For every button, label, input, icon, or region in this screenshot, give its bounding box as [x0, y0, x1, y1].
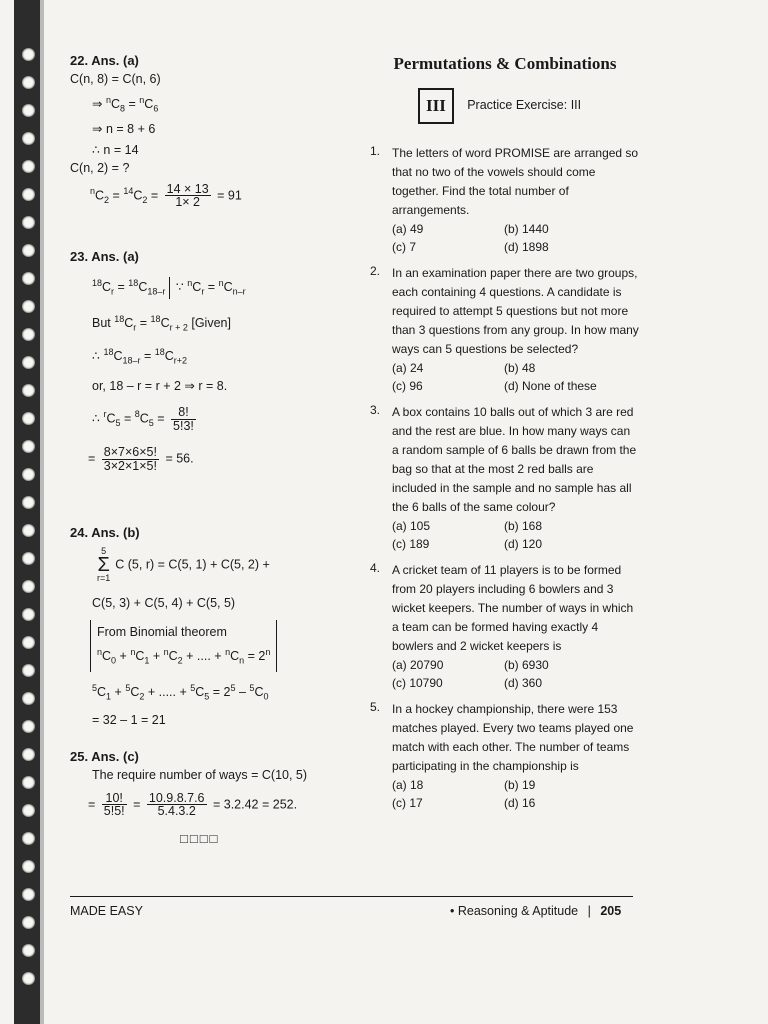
question-3	[370, 403, 640, 553]
math-line: = $\frac{10!}{5!5!}$ = $\frac{10.9.8.7.6}{5.4.3.2}$ = 3.2.42 = 252.	[88, 790, 298, 818]
math-line: C(n, 2) = ?	[70, 161, 130, 176]
bullet-icon: •	[450, 904, 455, 918]
option-d: (d) 16	[504, 796, 536, 810]
math-line: ∴ $^{18}C_{18-r} = ^{18}C_{r+2}$	[92, 347, 188, 366]
option-c: (c) 10790	[392, 676, 443, 690]
math-line: ⇒ $^nC_8 = ^nC_6$	[92, 94, 159, 114]
math-line: ∴ n = 14	[92, 142, 139, 157]
math-line: But $^{18}C_r = ^{18}C_{r + 2}$ [Given]	[92, 313, 231, 333]
option-a: (a) 105	[392, 519, 431, 533]
answer-22	[70, 54, 242, 209]
math-line: C(5, 3) + C(5, 4) + C(5, 5)	[92, 596, 236, 610]
option-d: (d) 120	[504, 537, 543, 551]
answer-24	[70, 526, 277, 726]
option-c: (c) 7	[392, 240, 416, 254]
question-number: 4.	[370, 561, 381, 575]
option-c: (c) 189	[392, 537, 430, 551]
options	[392, 776, 640, 812]
options	[392, 220, 640, 256]
options	[392, 517, 640, 553]
publisher-name: MADE EASY	[70, 904, 143, 918]
option-d: (d) 360	[504, 676, 543, 690]
question-number: 5.	[370, 700, 381, 714]
chapter-title: Permutations & Combinations	[393, 54, 617, 73]
question-5	[370, 700, 640, 812]
math-line: C(n, 8) = C(n, 6)	[70, 72, 161, 86]
question-text: In a hockey championship, there were 153 matches played. Every two teams played one match with each other. The number of teams participating in the championship is	[392, 702, 634, 773]
question-4	[370, 561, 640, 692]
answer-heading: 25. Ans. (c)	[70, 749, 139, 764]
option-b: (b) 48	[504, 361, 536, 375]
option-d: (d) None of these	[504, 379, 597, 393]
page-number: 205	[600, 904, 622, 918]
math-line: = 32 – 1 = 21	[92, 712, 166, 727]
question-text: In an examination paper there are two groups, each containing 4 questions. A candidate is required to attempt 5 questions but not more than 3 questions from any group. In how many ways can 5 questions be selected?	[392, 266, 639, 356]
answer-heading: 22. Ans. (a)	[70, 53, 139, 68]
answer-25	[70, 750, 307, 845]
question-text: A cricket team of 11 players is to be formed from 20 players including 6 bowlers and 3 wicket keepers. The number of ways in which a team can be formed having exactly 4 bowlers and 2 wicket keepers is	[392, 563, 634, 653]
math-line: = $\frac{8\times 7\times 6\times 5!}{3\times 2\times 1\times 5!}$ = 56.	[88, 445, 194, 473]
exercise-badge: III	[418, 88, 454, 124]
option-c: (c) 17	[392, 796, 423, 810]
option-a: (a) 18	[392, 778, 424, 792]
question-text: A box contains 10 balls out of which 3 are red and the rest are blue. In how many ways can a random sample of 6 balls be drawn from the bag so that at the most 2 red balls are included in the sample and no sample has all the 6 balls of the same colour?	[392, 405, 637, 514]
exercise-subtitle: Practice Exercise: III	[467, 98, 582, 113]
option-d: (d) 1898	[504, 240, 549, 254]
option-c: (c) 96	[392, 379, 423, 393]
option-b: (b) 6930	[504, 658, 549, 672]
option-b: (b) 19	[504, 778, 536, 792]
subject-name: Reasoning & Aptitude	[457, 904, 579, 918]
math-line: The require number of ways = C(10, 5)	[92, 768, 308, 782]
options	[392, 656, 640, 692]
question-1	[370, 144, 640, 256]
math-line: $^{18}C_r = ^{18}C_{18-r}$ ∵ $^nC_r = ^nC_{n-r}$	[92, 277, 252, 299]
footer-info	[450, 904, 621, 918]
question-number: 3.	[370, 403, 381, 417]
binomial-theorem-box: From Binomial theorem $^nC_0 + ^nC_1 + ^nC_2$ + .... + $^nC_n = 2^n$	[90, 620, 277, 673]
footer-separator: |	[587, 904, 591, 918]
math-line: $^nC_2 = ^{14}C_2$ = $\frac{14 \times 13}{1\times 2}$ = 91	[90, 181, 242, 210]
question-number: 1.	[370, 144, 381, 158]
option-a: (a) 20790	[392, 658, 444, 672]
exercise-column	[370, 50, 640, 812]
answer-23	[70, 250, 252, 472]
option-a: (a) 24	[392, 361, 424, 375]
answer-heading: 24. Ans. (b)	[70, 525, 140, 540]
question-list	[370, 144, 640, 812]
option-a: (a) 49	[392, 222, 424, 236]
end-of-section-mark: □□□□	[180, 830, 220, 846]
question-number: 2.	[370, 264, 381, 278]
math-line: ⇒ n = 8 + 6	[92, 122, 156, 137]
option-b: (b) 168	[504, 519, 543, 533]
question-2	[370, 264, 640, 395]
math-line: ∴ $^rC_5 = ^8C_5$ = $\frac{8!}{5!3!}$	[92, 405, 194, 433]
math-line: or, 18 – r = r + 2 ⇒ r = 8.	[92, 378, 228, 393]
option-b: (b) 1440	[504, 222, 549, 236]
math-line: 5 Σ r=1 C (5, r) = C(5, 1) + C(5, 2) +	[97, 546, 270, 583]
exercise-header	[418, 88, 640, 124]
question-text: The letters of word PROMISE are arranged so that no two of the vowels should come together. Find the total number of arrangements.	[392, 146, 639, 217]
answer-heading: 23. Ans. (a)	[70, 249, 139, 264]
footer-divider	[70, 896, 633, 897]
math-line: $^5C_1 + ^5C_2$ + ..... + $^5C_5 = 2^5 - ^5C_0$	[92, 683, 269, 702]
options	[392, 359, 640, 395]
